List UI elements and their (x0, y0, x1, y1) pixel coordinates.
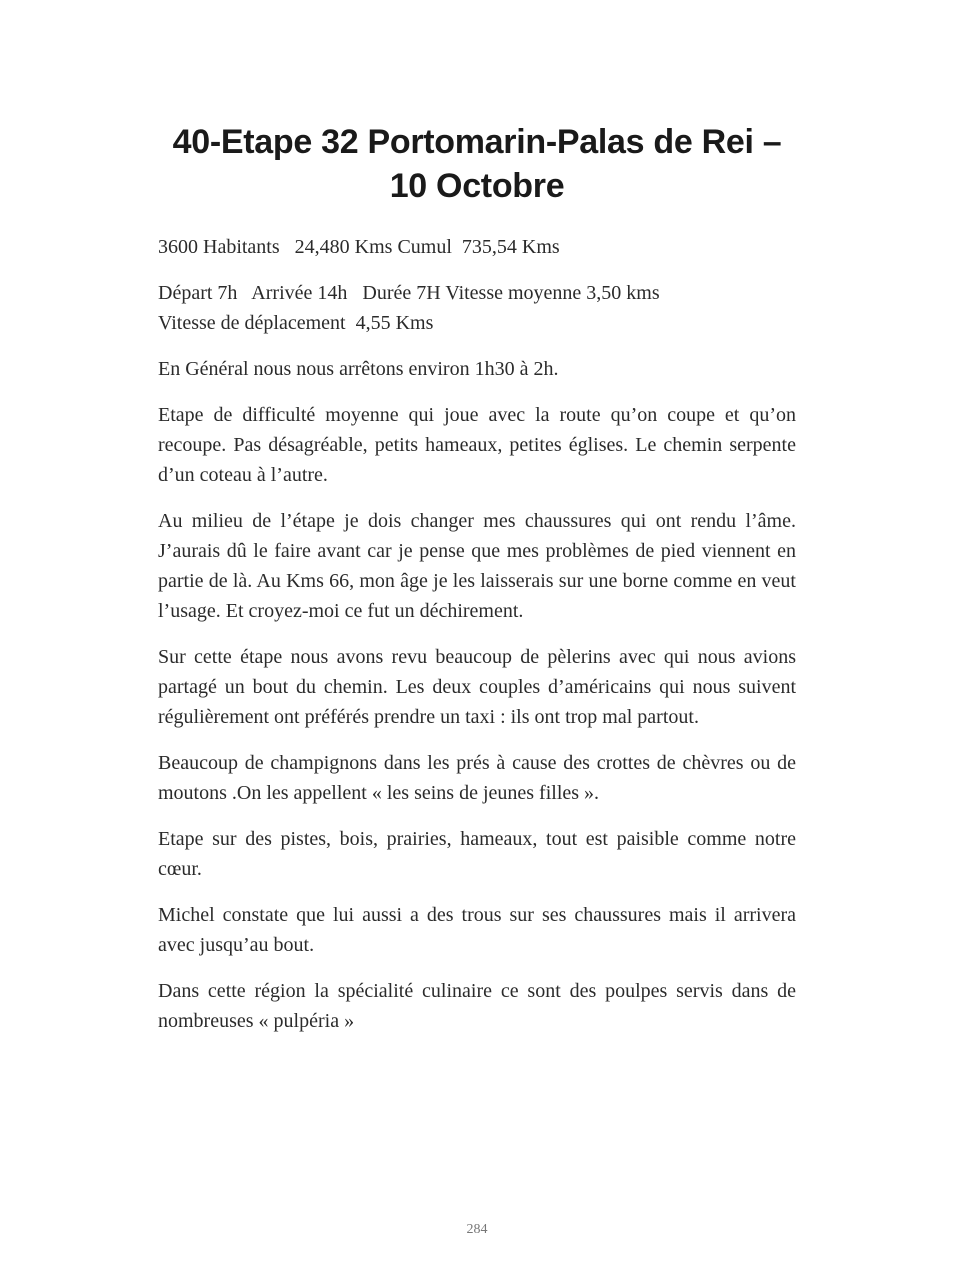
stats-paragraph (158, 232, 796, 262)
paragraph-2: Etape de difficulté moyenne qui joue avec la route qu’on coupe et qu’on recoupe. Pas désagréable, petits hameaux, petites églises. Le chemin serpente d’un coteau à l’autre. (158, 404, 796, 486)
paragraph-1: En Général nous nous arrêtons environ 1h30 à 2h. (158, 358, 559, 380)
paragraph-3: Au milieu de l’étape je dois changer mes chaussures qui ont rendu l’âme. J’aurais dû le faire avant car je pense que mes problèmes de pied viennent en partie de là. Au Kms 66, mon âge je les laisserais sur une borne comme en veut l’usage. Et croyez-moi ce fut un déchirement. (158, 510, 796, 622)
title-line-1: 40-Etape 32 Portomarin-Palas de Rei – (172, 123, 782, 161)
paragraph-4: Sur cette étape nous avons revu beaucoup de pèlerins avec qui nous avions partagé un bout du chemin. Les deux couples d’américains qui nous suivent régulièrement ont préférés prendre un taxi : ils ont trop mal partout. (158, 646, 796, 728)
timing-paragraph (158, 278, 796, 338)
document-body (158, 232, 796, 1052)
page-title (150, 120, 804, 208)
title-line-2: 10 Octobre (389, 167, 565, 205)
cumul-text: Cumul 735,54 Kms (397, 236, 560, 258)
paragraph-5: Beaucoup de champignons dans les prés à cause des crottes de chèvres ou de moutons .On les appellent « les seins de jeunes filles ». (158, 752, 796, 804)
distance-text: 24,480 Kms (294, 236, 393, 258)
timing-line-1: Départ 7h Arrivée 14h Durée 7H Vitesse moyenne 3,50 kms (158, 282, 660, 304)
paragraph-8: Dans cette région la spécialité culinaire ce sont des poulpes servis dans de nombreuses « pulpéria » (158, 980, 796, 1032)
population-text: 3600 Habitants (158, 236, 280, 258)
paragraph-7: Michel constate que lui aussi a des trous sur ses chaussures mais il arrivera avec jusqu’au bout. (158, 904, 796, 956)
paragraph-6: Etape sur des pistes, bois, prairies, hameaux, tout est paisible comme notre cœur. (158, 828, 796, 880)
page-number: 284 (466, 1222, 488, 1237)
timing-line-2: Vitesse de déplacement 4,55 Kms (158, 312, 434, 334)
